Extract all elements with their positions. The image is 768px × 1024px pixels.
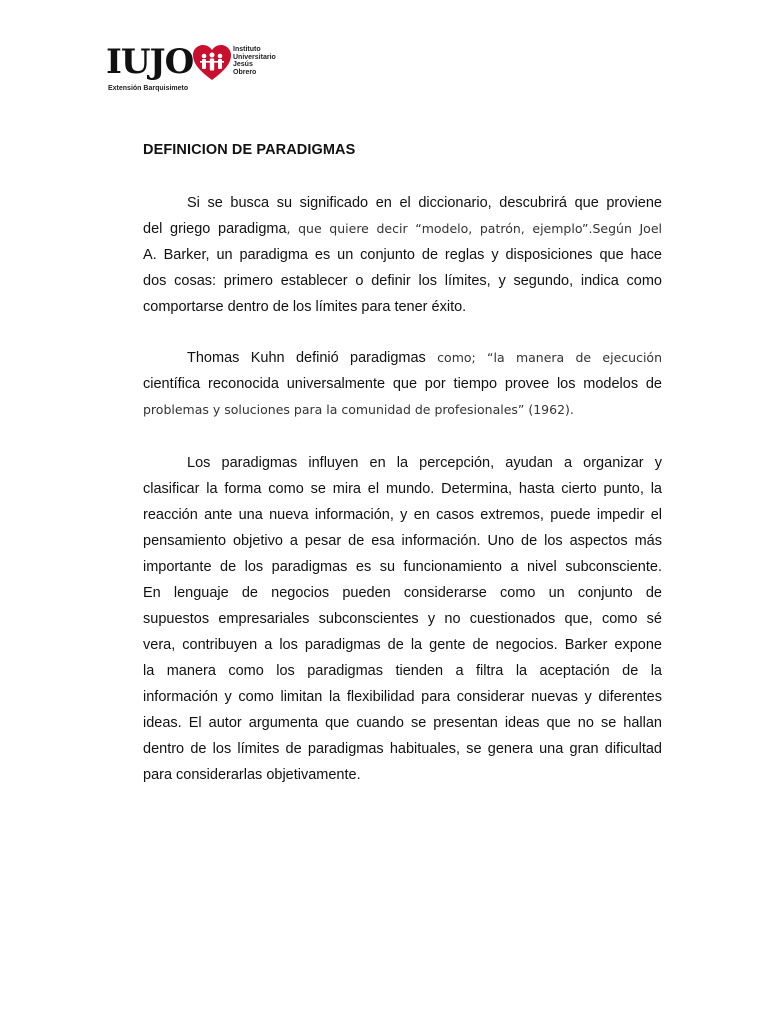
logo-institution-line: Obrero [233,68,257,76]
paragraph-line: ideas. El autor argumenta que cuando se presentan ideas que no se hallan [143,715,662,731]
paragraph-line: información y como limitan la flexibilidad para considerar nuevas y diferentes [143,689,662,705]
paragraph-line: vera, contribuyen a los paradigmas de la gente de negocios. Barker expone [143,637,662,653]
paragraph-line: la manera como los paradigmas tienden a filtra la aceptación de la [143,663,662,679]
quoted-text: , que quiere decir “modelo, patrón, ejemplo”.Según Joel [286,221,662,236]
paragraph-line: científica reconocida universalmente que por tiempo provee los modelos de [143,376,662,392]
paragraph-line: Si se busca su significado en el diccionario, descubrirá que proviene [187,195,662,211]
paragraph-3 [143,450,662,788]
iujo-logo [106,42,286,100]
paragraph-line: En lenguaje de negocios pueden considerarse como un conjunto de [143,585,662,601]
heart-people-icon [192,44,232,82]
paragraph-line: pensamiento objetivo a pesar de esa información. Uno de los aspectos más [143,533,662,549]
paragraph-line: para considerarlas objetivamente. [143,767,361,783]
paragraph-line: reacción ante una nueva información, y en casos extremos, puede impedir el [143,507,662,523]
paragraph-text: Thomas Kuhn definió paradigmas [187,350,438,366]
paragraph-line: dentro de los límites de paradigmas habituales, se genera una gran dificultad [143,741,662,757]
logo-institution-text [233,46,276,76]
quoted-text: como; “la manera de ejecución [437,350,662,365]
paragraph-line: Los paradigmas influyen en la percepción, ayudan a organizar y [187,455,662,471]
logo-wordmark: IUJO [106,42,194,82]
logo-extension-text: Extensión Barquisimeto [108,85,189,92]
logo-institution-line: Instituto [233,46,261,53]
paragraph-line: A. Barker, un paradigma es un conjunto de reglas y disposiciones que hace [143,247,662,263]
paragraph-line: comportarse dentro de los límites para tener éxito. [143,299,467,315]
paragraph-line [143,216,662,242]
paragraph-line: clasificar la forma como se mira el mundo. Determina, hasta cierto punto, la [143,481,662,497]
paragraph-text: del griego paradigma [143,221,287,237]
logo-institution-line: Universitario [233,53,276,61]
paragraph-line: importante de los paradigmas es su funcionamiento a nivel subconsciente. [143,559,662,575]
paragraph-line [143,345,662,371]
paragraph-line: supuestos empresariales subconscientes y no cuestionados que, como sé [143,611,662,627]
quoted-text: problemas y soluciones para la comunidad de profesionales” (1962). [143,402,574,417]
paragraph-2 [143,345,662,423]
document-title: DEFINICION DE PARADIGMAS [143,142,356,158]
paragraph-1 [143,190,662,320]
logo-institution-line: Jesús [233,61,253,68]
paragraph-line: dos cosas: primero establecer o definir los límites, y segundo, indica como [143,273,662,289]
